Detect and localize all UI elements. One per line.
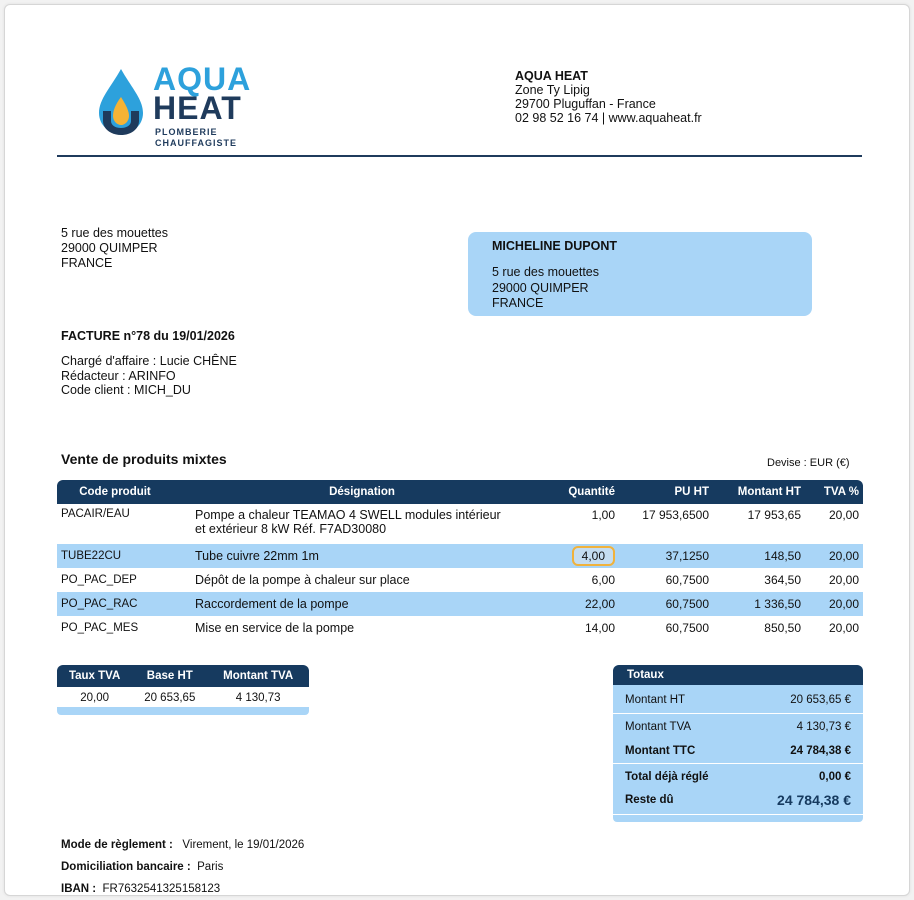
cell-code: PO_PAC_MES [61, 622, 139, 634]
totals-separator [613, 763, 863, 764]
col-header-montant-ht: Montant HT [713, 480, 805, 504]
cell-quantity: 1,00 [591, 508, 615, 522]
client-address [492, 265, 599, 312]
tva-amount: 4 130,73 [235, 692, 281, 704]
cell-quantity: 6,00 [591, 573, 615, 587]
cell-designation [173, 504, 551, 544]
col-header-pu-ht: PU HT [619, 480, 713, 504]
col-header-tva: TVA % [805, 480, 863, 504]
sender-address [61, 226, 168, 271]
cell-tva: 20,00 [828, 621, 859, 635]
tva-header-row [57, 665, 309, 687]
cell-pu-ht: 37,1250 [619, 544, 713, 568]
tva-table [57, 665, 309, 709]
cell-quantity [551, 544, 619, 568]
col-header-designation: Désignation [173, 480, 551, 504]
logo-subtitle-chauffagiste: CHAUFFAGISTE [155, 138, 238, 148]
totals-row-tva [625, 721, 851, 733]
totals-row-reste [625, 794, 851, 806]
logo-text-heat: HEAT [153, 90, 242, 126]
company-logo [93, 63, 263, 153]
items-table [57, 480, 863, 640]
code-client: Code client : MICH_DU [61, 383, 191, 397]
cell-designation: Tube cuivre 22mm 1m [173, 544, 551, 568]
redacteur: Rédacteur : ARINFO [61, 368, 176, 383]
company-contact: 02 98 52 16 74 | www.aquaheat.fr [515, 111, 702, 125]
cell-code: PO_PAC_RAC [57, 592, 173, 616]
cell-tva: 20,00 [828, 508, 859, 522]
payment-mode: Virement, le 19/01/2026 [182, 839, 305, 851]
tva-base: 20 653,65 [144, 692, 196, 704]
montant-ht-value: 20 653,65 € [790, 694, 851, 706]
domiciliation-label: Domiciliation bancaire : [61, 861, 191, 873]
client-line2: 29000 QUIMPER [492, 280, 589, 295]
montant-tva-value: 4 130,73 € [796, 721, 851, 733]
designation-line2: et extérieur 8 kW Réf. F7AD30080 [195, 522, 387, 536]
tva-rate: 20,00 [80, 692, 110, 704]
cell-designation: Mise en service de la pompe [195, 621, 355, 635]
currency-label: Devise : EUR (€) [767, 457, 850, 469]
water-drop-icon [93, 67, 149, 137]
domiciliation: Paris [197, 861, 224, 873]
table-row [57, 504, 863, 544]
company-info [515, 69, 702, 125]
montant-ttc-value: 24 784,38 € [790, 745, 851, 757]
deja-regle-value: 0,00 € [819, 771, 851, 783]
cell-tva: 20,00 [828, 573, 859, 587]
table-row [57, 544, 863, 568]
iban-label: IBAN : [61, 883, 97, 895]
cell-pu-ht: 60,7500 [619, 592, 713, 616]
cell-pu-ht: 60,7500 [665, 573, 709, 587]
sender-line3: FRANCE [61, 256, 113, 270]
col-header-quantity: Quantité [551, 480, 619, 504]
logo-text-aqua: AQUA [153, 61, 252, 97]
table-row [57, 616, 863, 640]
totals-separator [613, 713, 863, 714]
table-row [57, 568, 863, 592]
cell-quantity: 22,00 [551, 592, 619, 616]
company-address-line2: 29700 Pluguffan - France [515, 97, 656, 111]
totals-header [613, 665, 863, 685]
quantity-highlight[interactable]: 4,00 [572, 546, 615, 566]
payment-info [61, 834, 304, 900]
tva-header-rate: Taux TVA [57, 665, 132, 687]
cell-code: PACAIR/EAU [61, 508, 130, 520]
cell-tva: 20,00 [805, 592, 863, 616]
montant-tva-label: Montant TVA [625, 721, 692, 733]
invoice-title: FACTURE n°78 du 19/01/2026 [61, 329, 235, 343]
reste-du-value: 24 784,38 € [777, 792, 851, 808]
montant-ht-label: Montant HT [625, 694, 686, 706]
company-address-line1: Zone Ty Lipig [515, 83, 590, 97]
totals-row-ttc [625, 745, 851, 757]
cell-montant-ht: 148,50 [713, 544, 805, 568]
cell-designation: Raccordement de la pompe [173, 592, 551, 616]
totals-title: Totaux [627, 669, 664, 681]
logo-subtitle-plomberie: PLOMBERIE [155, 127, 218, 137]
items-header-row [57, 480, 863, 504]
client-line1: 5 rue des mouettes [492, 265, 600, 279]
cell-pu-ht: 17 953,6500 [642, 508, 709, 522]
designation-line1: Pompe a chaleur TEAMAO 4 SWELL modules intérieur [195, 508, 501, 522]
totals-separator [613, 814, 863, 815]
cell-montant-ht: 850,50 [764, 621, 801, 635]
sender-line2: 29000 QUIMPER [61, 241, 158, 255]
payment-mode-label: Mode de règlement : [61, 839, 173, 851]
iban: FR7632541325158123 [102, 883, 221, 895]
cell-quantity: 14,00 [584, 621, 615, 635]
invoice-page [4, 4, 910, 896]
totals-box [613, 665, 863, 822]
charge-affaire: Chargé d'affaire : Lucie CHÊNE [61, 354, 237, 368]
col-header-code: Code produit [57, 480, 173, 504]
totals-row-regle [625, 771, 851, 783]
company-name: AQUA HEAT [515, 69, 588, 83]
totals-row-ht [625, 694, 851, 706]
section-title: Vente de produits mixtes [61, 451, 227, 467]
cell-code: PO_PAC_DEP [61, 574, 137, 586]
table-row [57, 592, 863, 616]
sender-line1: 5 rue des mouettes [61, 226, 169, 240]
reste-du-label: Reste dû [625, 794, 674, 806]
cell-montant-ht: 364,50 [764, 573, 801, 587]
tva-table-footer [57, 707, 309, 715]
cell-montant-ht: 1 336,50 [713, 592, 805, 616]
cell-montant-ht: 17 953,65 [747, 508, 801, 522]
client-line3: FRANCE [492, 296, 544, 310]
cell-designation: Dépôt de la pompe à chaleur sur place [195, 573, 410, 587]
cell-tva: 20,00 [805, 544, 863, 568]
header-divider [57, 155, 862, 157]
tva-row [57, 687, 309, 709]
client-name: MICHELINE DUPONT [492, 239, 617, 253]
tva-header-amount: Montant TVA [207, 665, 309, 687]
montant-ttc-label: Montant TTC [625, 745, 696, 757]
cell-code: TUBE22CU [57, 544, 173, 568]
tva-header-base: Base HT [132, 665, 207, 687]
invoice-meta [61, 354, 237, 398]
deja-regle-label: Total déjà réglé [625, 771, 709, 783]
cell-pu-ht: 60,7500 [665, 621, 709, 635]
